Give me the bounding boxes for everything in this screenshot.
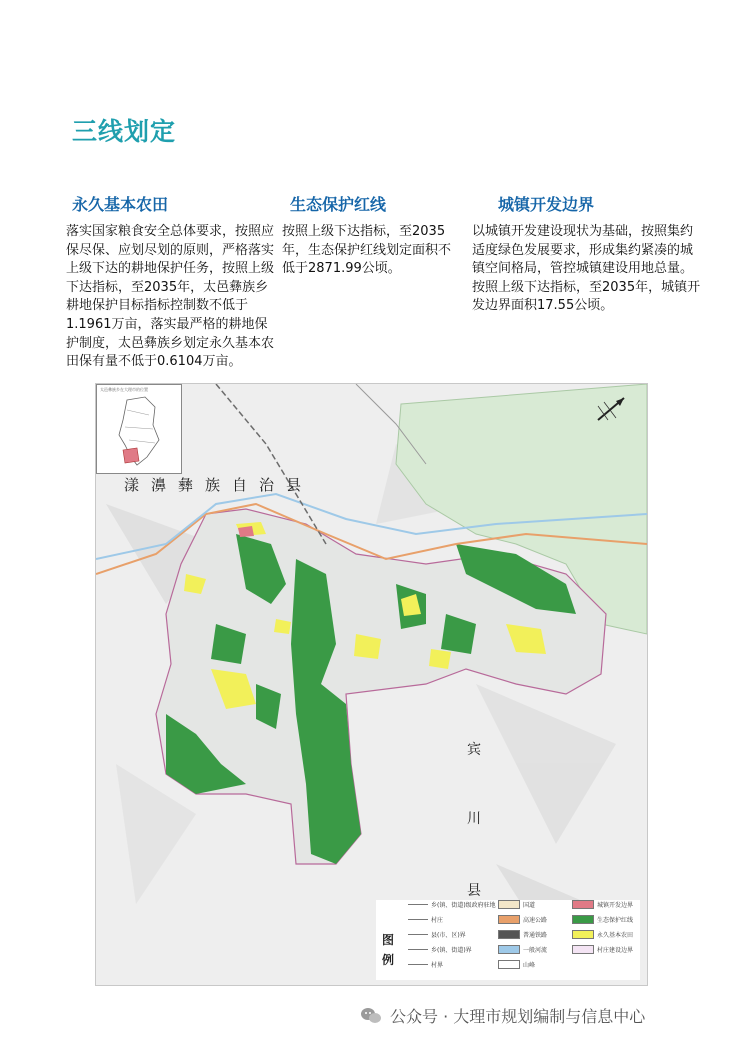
legend-swatch bbox=[498, 960, 520, 969]
map-legend bbox=[376, 900, 640, 980]
planning-map[interactable] bbox=[95, 383, 648, 986]
south-county-label-3: 县 bbox=[467, 883, 481, 899]
legend-item: 一般河流 bbox=[498, 945, 547, 954]
farmland-section bbox=[66, 192, 280, 372]
legend-swatch bbox=[498, 915, 520, 924]
farmland-heading: 永久基本农田 bbox=[72, 195, 169, 214]
legend-item: 乡(镇、街道)级政府驻地 bbox=[408, 900, 496, 909]
legend-title: 图例 bbox=[382, 933, 395, 967]
legend-item: 村庄建设边界 bbox=[572, 945, 633, 954]
legend-item: 城镇开发边界 bbox=[572, 900, 633, 909]
north-county-label: 漾濞彝族自治县 bbox=[124, 476, 314, 494]
south-county-label-1: 宾 bbox=[467, 742, 481, 758]
ecology-body: 按照上级下达指标，至2035年，生态保护红线划定面积不低于2871.99公顷。 bbox=[282, 224, 452, 277]
legend-line-swatch bbox=[408, 964, 428, 965]
urban-boundary-section bbox=[472, 192, 704, 316]
legend-swatch bbox=[498, 900, 520, 909]
footer-credit bbox=[360, 1004, 645, 1027]
legend-item: 县(市、区)界 bbox=[408, 930, 466, 939]
legend-swatch bbox=[572, 945, 594, 954]
legend-item: 国道 bbox=[498, 900, 535, 909]
legend-line-swatch bbox=[408, 919, 428, 920]
north-arrow-icon bbox=[594, 394, 628, 426]
legend-swatch bbox=[498, 930, 520, 939]
legend-item: 普通铁路 bbox=[498, 930, 547, 939]
legend-item: 高速公路 bbox=[498, 915, 547, 924]
legend-swatch bbox=[498, 945, 520, 954]
wechat-icon bbox=[360, 1007, 382, 1025]
legend-line-swatch bbox=[408, 934, 428, 935]
ecology-section bbox=[282, 192, 462, 279]
farmland-body: 落实国家粮食安全总体要求，按照应保尽保、应划尽划的原则，严格落实上级下达的耕地保护任务，按照上级下达指标，至2035年，太邑彝族乡耕地保护目标指标控制数不低于1.1961万亩，落实最严格的耕地保护制度，太邑彝族乡划定永久基本农田保有量不低于0.6104万亩。 bbox=[66, 224, 275, 370]
inset-title: 太邑彝族乡在大理市的位置 bbox=[100, 387, 148, 392]
legend-swatch bbox=[572, 930, 594, 939]
legend-swatch bbox=[572, 915, 594, 924]
legend-line-swatch bbox=[408, 904, 428, 905]
legend-item: 乡(镇、街道)界 bbox=[408, 945, 472, 954]
legend-swatch bbox=[572, 900, 594, 909]
legend-item: 山峰 bbox=[498, 960, 535, 969]
legend-item: 生态保护红线 bbox=[572, 915, 633, 924]
legend-line-swatch bbox=[408, 949, 428, 950]
page-title: 三线划定 bbox=[72, 117, 177, 146]
urban-boundary-heading: 城镇开发边界 bbox=[498, 195, 595, 214]
legend-item: 村庄 bbox=[408, 915, 443, 924]
inset-shape bbox=[97, 385, 181, 473]
legend-item: 村界 bbox=[408, 960, 443, 969]
south-county-label-2: 川 bbox=[467, 811, 481, 827]
legend-item: 永久基本农田 bbox=[572, 930, 633, 939]
urban-boundary-body: 以城镇开发建设现状为基础，按照集约适度绿色发展要求，形成集约紧凑的城镇空间格局，管控城镇建设用地总量。按照上级下达指标，至2035年，城镇开发边界面积17.55公顷。 bbox=[472, 224, 701, 314]
footer-text: 公众号 · 大理市规划编制与信息中心 bbox=[390, 1007, 646, 1026]
ecology-heading: 生态保护红线 bbox=[290, 195, 387, 214]
location-inset-map bbox=[96, 384, 182, 474]
